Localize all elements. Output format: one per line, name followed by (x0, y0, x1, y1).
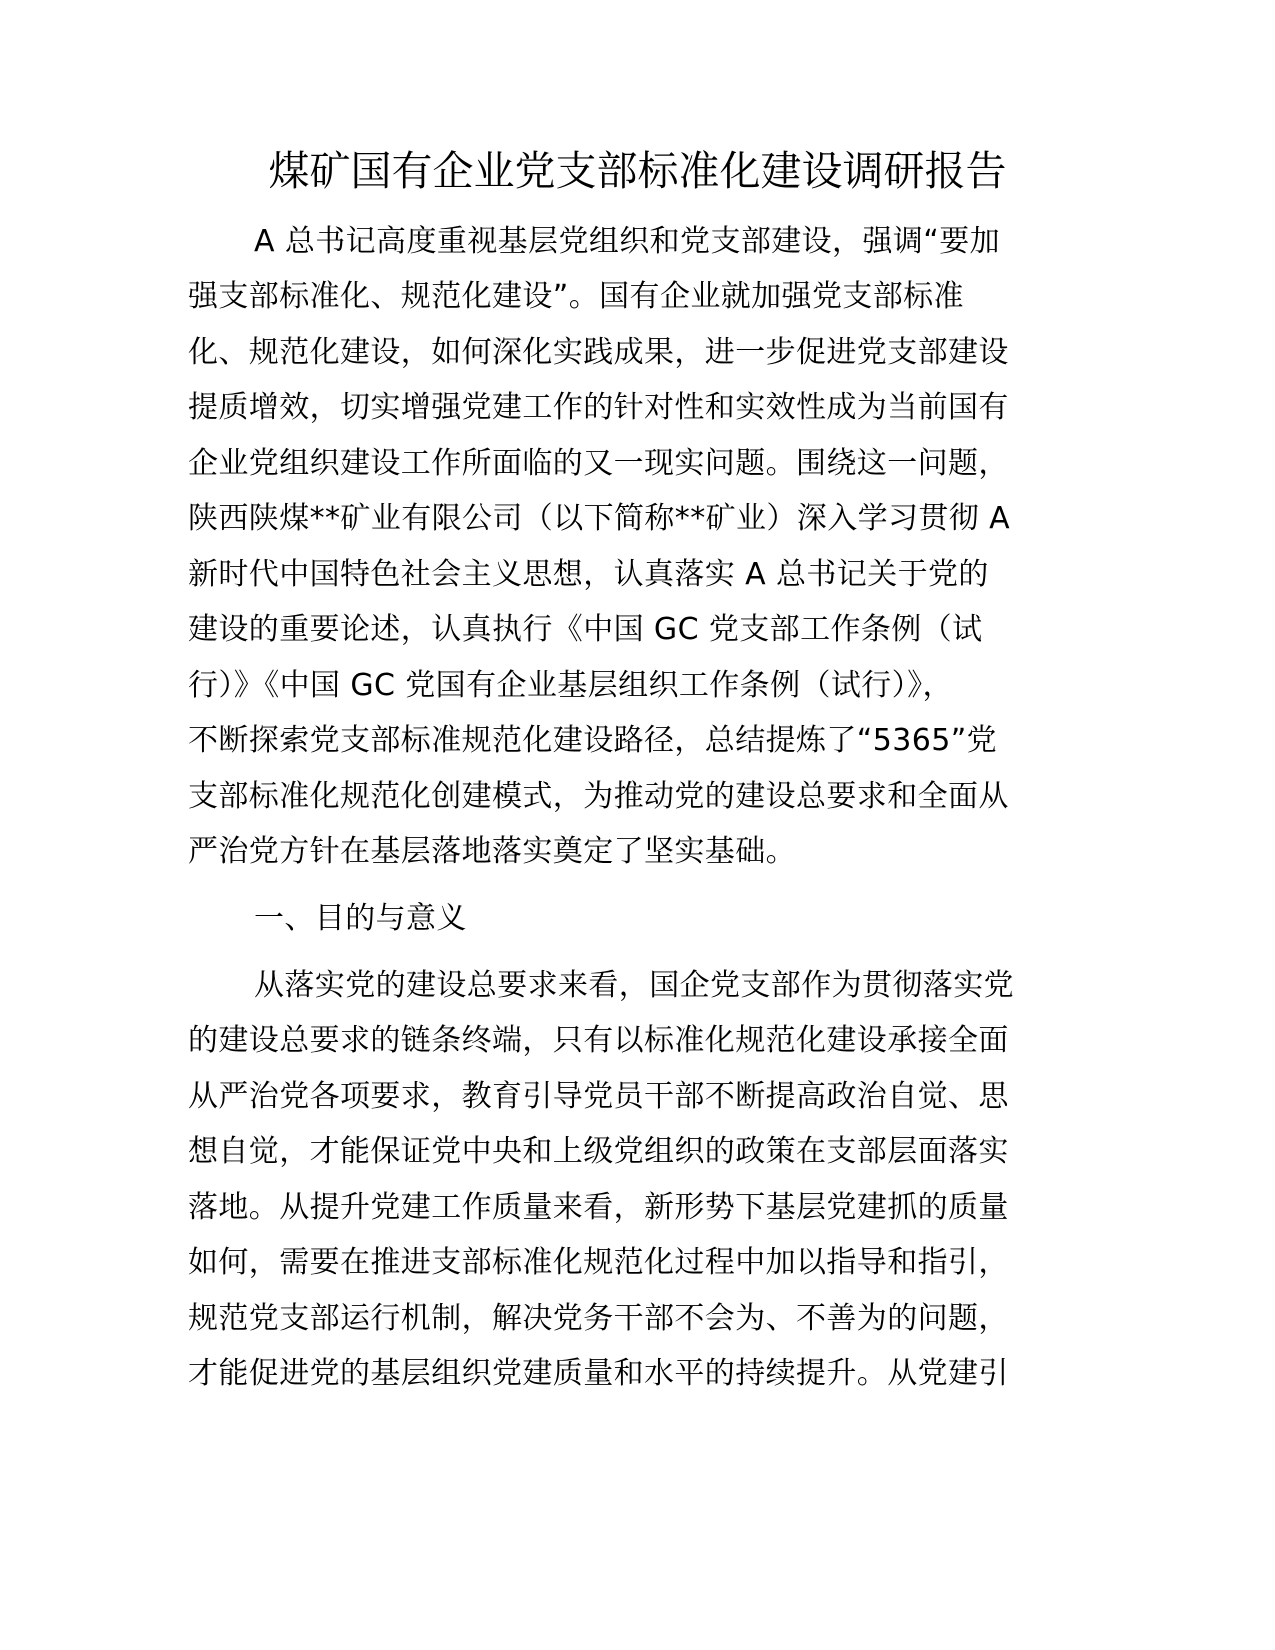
paragraph-line: 从严治党各项要求，教育引导党员干部不断提高政治自觉、思 (188, 1079, 1009, 1114)
paragraph-line: 提质增效，切实增强党建工作的针对性和实效性成为当前国有 (188, 390, 1009, 425)
paragraph-line: 强支部标准化、规范化建设”。国有企业就加强党支部标准 (188, 279, 964, 314)
paragraph-line: 建设的重要论述，认真执行《中国 GC 党支部工作条例（试 (188, 612, 983, 647)
paragraph-line: 落地。从提升党建工作质量来看，新形势下基层党建抓的质量 (188, 1190, 1009, 1225)
paragraph-line: 才能促进党的基层组织党建质量和水平的持续提升。从党建引 (188, 1356, 1009, 1391)
document-title: 煤矿国有企业党支部标准化建设调研报告 (268, 147, 1007, 195)
paragraph-line: 企业党组织建设工作所面临的又一现实问题。围绕这一问题， (188, 446, 1009, 481)
paragraph-line: 化、规范化建设，如何深化实践成果，进一步促进党支部建设 (188, 335, 1009, 370)
paragraph-line: 不断探索党支部标准规范化建设路径，总结提炼了“5365”党 (188, 723, 998, 758)
paragraph-line: 行）》《中国 GC 党国有企业基层组织工作条例（试行）》， (188, 668, 953, 703)
paragraph-line: 新时代中国特色社会主义思想，认真落实 A 总书记关于党的 (188, 557, 989, 592)
paragraph-line: 的建设总要求的链条终端，只有以标准化规范化建设承接全面 (188, 1023, 1009, 1058)
paragraph-line: 陕西陕煤**矿业有限公司（以下简称**矿业）深入学习贯彻 A (188, 501, 1011, 536)
paragraph-line: 规范党支部运行机制，解决党务干部不会为、不善为的问题， (188, 1301, 1009, 1336)
paragraph-line: 想自觉，才能保证党中央和上级党组织的政策在支部层面落实 (188, 1134, 1009, 1169)
section-heading: 一、目的与意义 (254, 901, 467, 936)
paragraph-line: A 总书记高度重视基层党组织和党支部建设，强调“要加 (254, 224, 1000, 259)
paragraph-line: 支部标准化规范化创建模式，为推动党的建设总要求和全面从 (188, 779, 1009, 814)
paragraph-line: 严治党方针在基层落地落实奠定了坚实基础。 (188, 834, 796, 869)
paragraph-line: 如何，需要在推进支部标准化规范化过程中加以指导和指引， (188, 1245, 1009, 1280)
paragraph-line: 从落实党的建设总要求来看，国企党支部作为贯彻落实党 (254, 968, 1014, 1003)
